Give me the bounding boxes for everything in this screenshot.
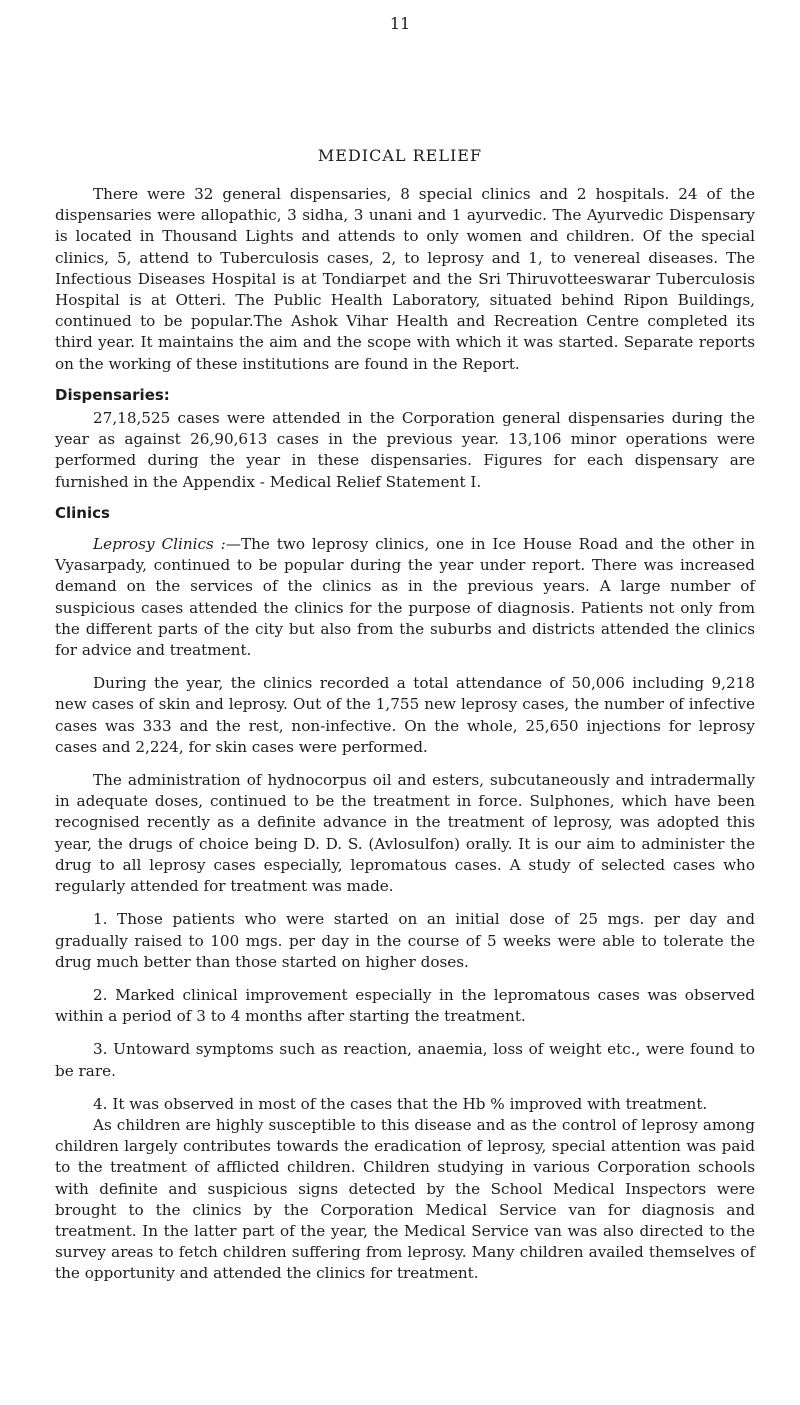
leprosy-clinics-text: —The two leprosy clinics, one in Ice House Road and the other in Vyasarpady, continued to be popular during the year under report. There was increased demand on the services of the clinics as in the previous years. A large number of suspicious cases attended the clinics for the purpose of diagnosis. Patients not only from the different parts of the city but also from the suburbs and districts attended the clinics for advice and treatment. — [55, 535, 756, 660]
dispensaries-heading: Dispensaries: — [55, 385, 170, 404]
finding-item: 2. Marked clinical improvement especially in the lepromatous cases was observed within a period of 3 to 4 months after starting the treatment. — [55, 985, 755, 1026]
attendance-paragraph: During the year, the clinics recorded a total attendance of 50,006 including 9,218 new cases of skin and leprosy. Out of the 1,755 new leprosy cases, the number of infective cases was 333 and the rest, non-infective. On the whole, 25,650 injections for leprosy cases and 2,224, for skin cases were performed. — [55, 674, 755, 756]
intro-paragraph: There were 32 general dispensaries, 8 special clinics and 2 hospitals. 24 of the dispensaries were allopathic, 3 sidha, 3 unani and 1 ayurvedic. The Ayurvedic Dispensary is located in Thousand Lights and attends to only women and children. Of the special clinics, 5, attend to Tuberculosis cases, 2, to leprosy and 1, to venereal diseases. The Infectious Diseases Hospital is at Tondiarpet and the Sri Thiruvotteeswarar Tuberculosis Hospital is at Otteri. The Public Health Laboratory, situated behind Ripon Buildings, continued to be popular.The Ashok Vihar Health and Recreation Centre completed its third year. It maintains the aim and the scope with which it was started. Separate reports on the working of these institutions are found in the Report. — [55, 185, 755, 373]
dispensaries-paragraph: 27,18,525 cases were attended in the Corporation general dispensaries during the year as against 26,90,613 cases in the previous year. 13,106 minor operations were performed during the year in these dispensaries. Figures for each dispensary are furnished in the Appendix - Medical Relief Statement I. — [55, 409, 755, 491]
section-title: MEDICAL RELIEF — [317, 146, 483, 165]
administration-paragraph: The administration of hydnocorpus oil and esters, subcutaneously and intradermally in adequate doses, continued to be the treatment in force. Sulphones, which have been recognised recently as a definite advance in the treatment of leprosy, was adopted this year, the drugs of choice being D. D. S. (Avlosulfon) orally. It is our aim to administer the drug to all leprosy cases especially, lepromatous cases. A study of selected cases who regularly attended for treatment was made. — [55, 771, 755, 896]
leprosy-clinics-label: Leprosy Clinics : — [93, 535, 226, 554]
clinics-heading: Clinics — [55, 503, 110, 522]
body-text — [55, 184, 755, 1285]
leprosy-clinics-paragraph — [55, 534, 755, 661]
finding-item: 1. Those patients who were started on an initial dose of 25 mgs. per day and gradually raised to 100 mgs. per day in the course of 5 weeks were able to tolerate the drug much better than those started on higher doses. — [55, 910, 755, 971]
page-number: 11 — [389, 14, 411, 33]
children-paragraph: As children are highly susceptible to this disease and as the control of leprosy among children largely contributes towards the eradication of leprosy, special attention was paid to the treatment of afflicted children. Children studying in various Corporation schools with definite and suspicious signs detected by the School Medical Inspectors were brought to the clinics by the Corporation Medical Service van for diagnosis and treatment. In the latter part of the year, the Medical Service van was also directed to the survey areas to fetch children suffering from leprosy. Many children availed themselves of the opportunity and attended the clinics for treatment. — [55, 1115, 755, 1283]
finding-item: 3. Untoward symptoms such as reaction, anaemia, loss of weight etc., were found to be rare. — [55, 1040, 755, 1080]
finding-item: 4. It was observed in most of the cases that the Hb % improved with treatment. — [93, 1094, 708, 1113]
